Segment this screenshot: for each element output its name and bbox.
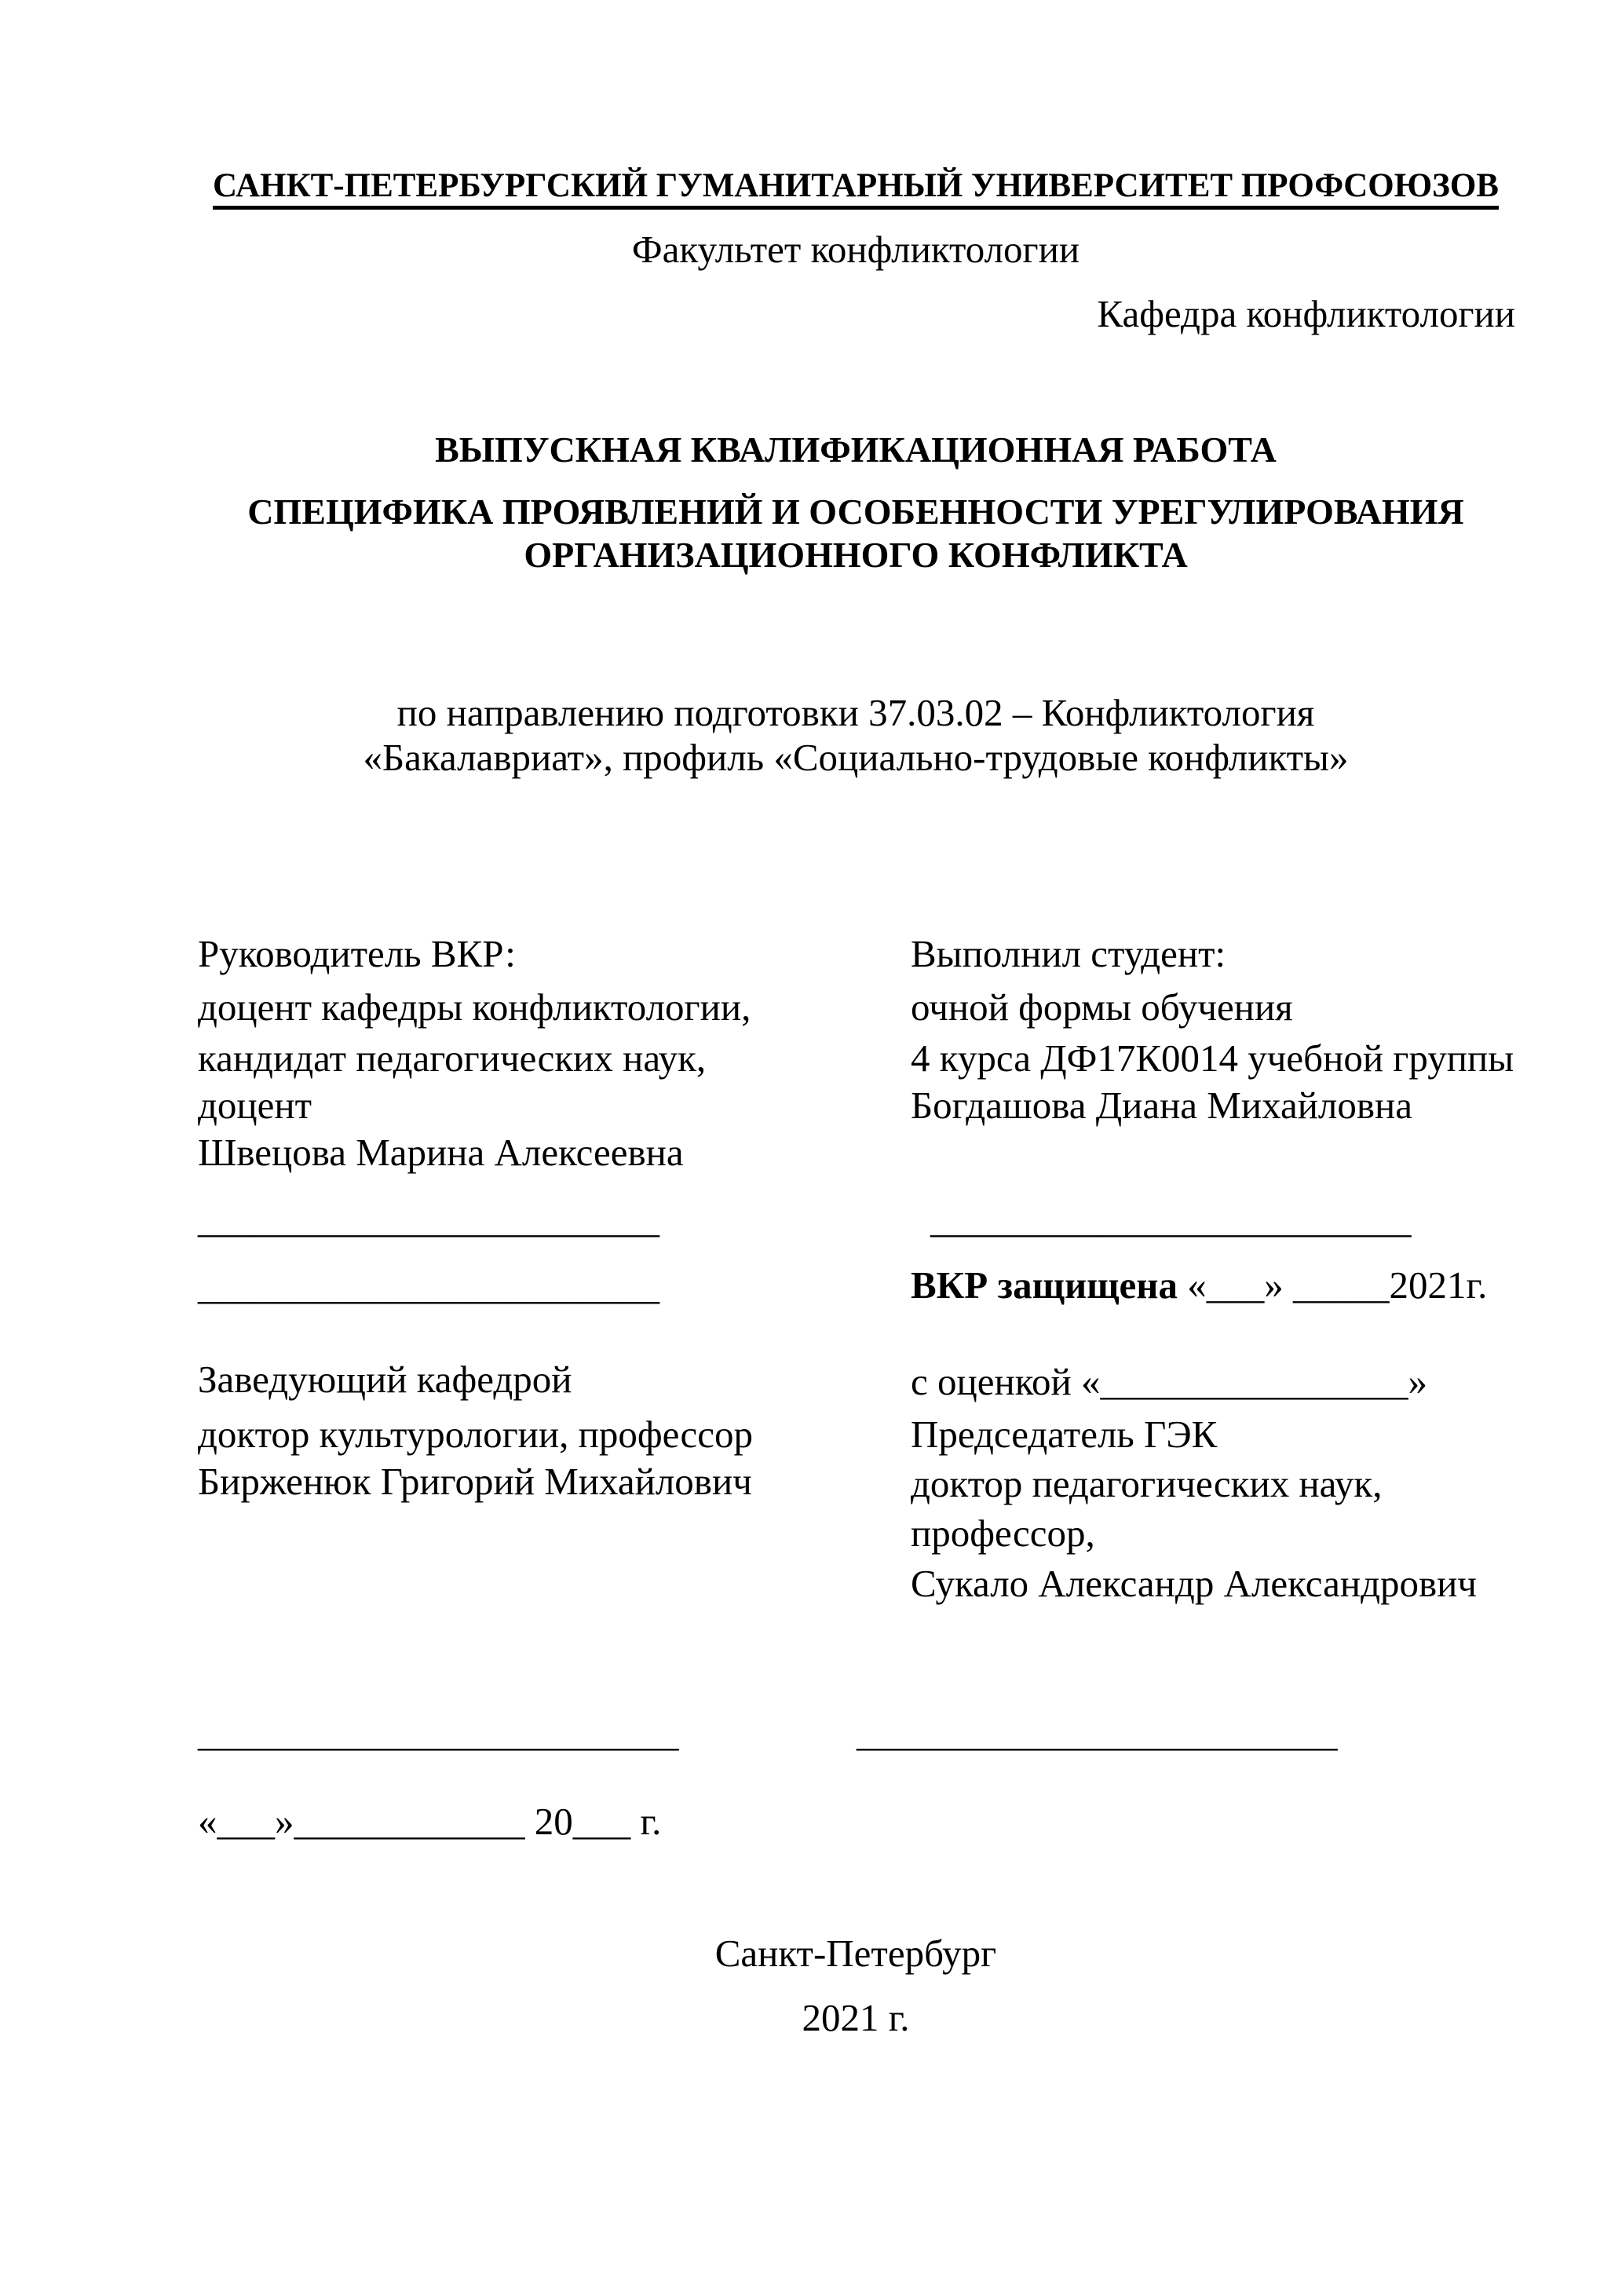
committee-chair-degree: доктор педагогических наук, — [911, 1462, 1383, 1505]
supervisor-signature-line-2: ________________________ — [198, 1264, 659, 1307]
head-of-department-name: Бирженюк Григорий Михайлович — [198, 1460, 752, 1503]
supervisor-heading: Руководитель ВКР: — [198, 932, 516, 975]
defense-date-blank: «___» _____2021г. — [1178, 1263, 1488, 1307]
work-type-heading: ВЫПУСКНАЯ КВАЛИФИКАЦИОННАЯ РАБОТА — [435, 430, 1277, 470]
footer-year: 2021 г. — [802, 1996, 910, 2039]
supervisor-rank: доцент — [198, 1084, 312, 1127]
committee-chair-heading: Председатель ГЭК — [911, 1413, 1218, 1456]
student-name: Богдашова Диана Михайловна — [911, 1084, 1412, 1127]
faculty-name: Факультет конфликтологии — [631, 228, 1080, 271]
student-study-form: очной формы обучения — [911, 985, 1293, 1029]
head-of-department-heading: Заведующий кафедрой — [198, 1358, 572, 1401]
thesis-title-line2: ОРГАНИЗАЦИОННОГО КОНФЛИКТА — [524, 535, 1188, 575]
defense-line — [911, 1263, 1586, 1307]
program-profile: «Бакалавриат», профиль «Социально-трудовые конфликты» — [363, 736, 1349, 779]
committee-chair-name: Сукало Александр Александрович — [911, 1562, 1478, 1605]
bottom-signature-line-left: _________________________ — [198, 1711, 679, 1754]
supervisor-signature-line-1: ________________________ — [198, 1197, 659, 1241]
program-direction: по направлению подготовки 37.03.02 – Конфликтология — [396, 691, 1315, 734]
university-name: САНКТ-ПЕТЕРБУРГСКИЙ ГУМАНИТАРНЫЙ УНИВЕРСИТЕТ ПРОФСОЮЗОВ — [213, 167, 1499, 204]
footer-city: Санкт-Петербург — [714, 1932, 997, 1975]
student-heading: Выполнил студент: — [911, 932, 1226, 975]
student-group: 4 курса ДФ17К0014 учебной группы — [911, 1036, 1514, 1080]
department-name: Кафедра конфликтологии — [1097, 292, 1515, 335]
student-signature-line: _________________________ — [930, 1197, 1412, 1241]
committee-chair-rank: профессор, — [911, 1512, 1095, 1555]
supervisor-degree: кандидат педагогических наук, — [198, 1036, 707, 1080]
defense-grade-line: с оценкой «________________» — [911, 1360, 1427, 1403]
bottom-signature-line-right: _________________________ — [857, 1711, 1338, 1754]
supervisor-position: доцент кафедры конфликтологии, — [198, 985, 751, 1029]
head-of-department-degree: доктор культурологии, профессор — [198, 1413, 754, 1456]
supervisor-name: Швецова Марина Алексеевна — [198, 1131, 684, 1174]
defense-label: ВКР защищена — [911, 1263, 1178, 1307]
thesis-title-line1: СПЕЦИФИКА ПРОЯВЛЕНИЙ И ОСОБЕННОСТИ УРЕГУЛИРОВАНИЯ — [247, 492, 1464, 532]
date-blank-line: «___»____________ 20___ г. — [198, 1800, 662, 1843]
